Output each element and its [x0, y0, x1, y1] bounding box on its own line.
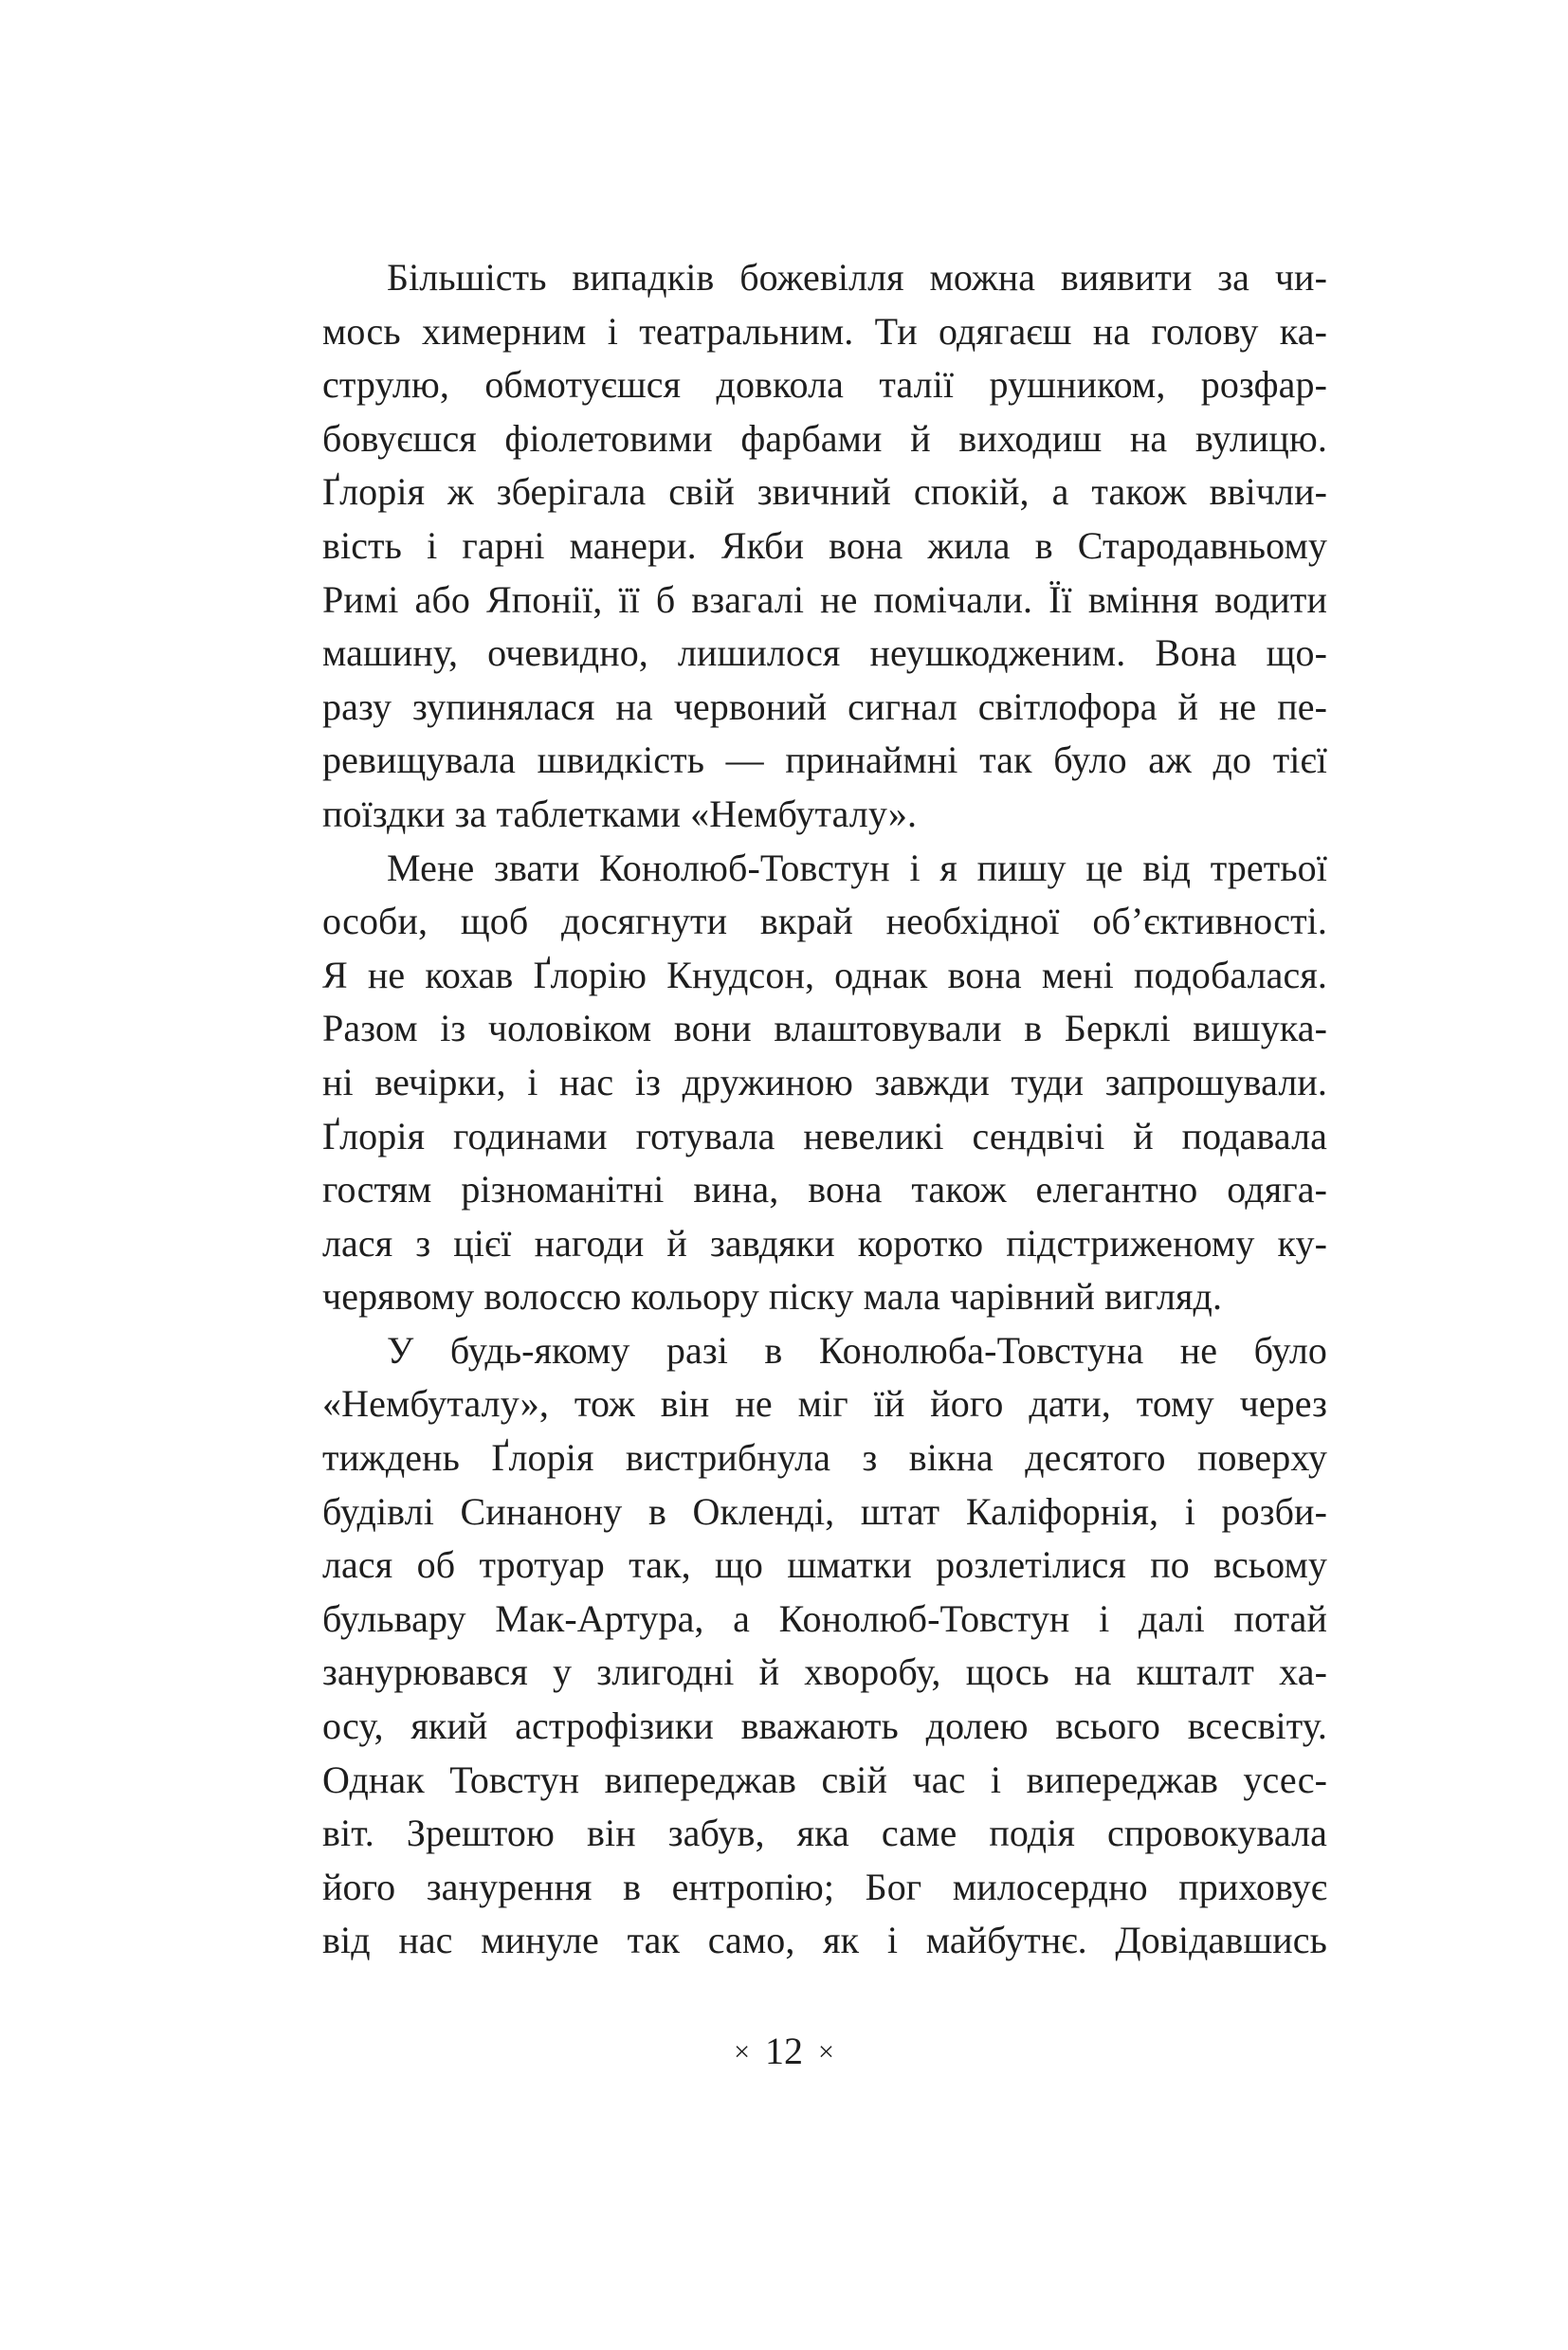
- text-line: Ґлорія ж зберігала свій звичний спокій, а також ввічли-: [322, 470, 1327, 514]
- text-line: ревищувала швидкість — принаймні так було аж до тієї: [322, 738, 1327, 782]
- text-line: Більшість випадків божевілля можна виявити за чи-: [387, 256, 1327, 299]
- text-line: ні вечірки, і нас із дружиною завжди туди запрошували.: [322, 1060, 1327, 1103]
- text-line: струлю, обмотуєшся довкола талії рушником, розфар-: [322, 363, 1327, 407]
- text-line: бовуєшся фіолетовими фарбами й виходиш на вулицю.: [322, 416, 1327, 460]
- page-number: 12: [765, 2030, 803, 2072]
- body-text: [322, 251, 1327, 1968]
- page-footer: [0, 2029, 1568, 2073]
- cross-ornament-icon: ×: [734, 2036, 750, 2068]
- text-line: поїздки за таблетками «Нембуталу».: [322, 792, 918, 835]
- text-line: осу, який астрофізики вважають долею всього всесвіту.: [322, 1704, 1327, 1748]
- text-line: Я не кохав Ґлорію Кнудсон, однак вона мені подобалася.: [322, 953, 1327, 996]
- text-line: черявому волоссю кольору піску мала чарівний вигляд.: [322, 1275, 1223, 1319]
- cross-ornament-icon: ×: [818, 2036, 834, 2068]
- text-line: від нас минуле так само, як і майбутнє. Довідавшись: [322, 1919, 1327, 1962]
- text-line: тиждень Ґлорія вистрибнула з вікна десятого поверху: [322, 1436, 1327, 1480]
- text-line: разу зупинялася на червоний сигнал світлофора й не пе-: [322, 684, 1327, 728]
- paragraph-2: [322, 842, 1327, 1324]
- text-line: вість і гарні манери. Якби вона жила в Стародавньому: [322, 523, 1327, 567]
- text-line: лася з цієї нагоди й завдяки коротко підстриженому ку-: [322, 1221, 1327, 1265]
- text-line: Ґлорія годинами готувала невеликі сендвічі й подавала: [322, 1114, 1327, 1157]
- text-line: мось химерним і театральним. Ти одягаєш на голову ка-: [322, 309, 1327, 353]
- text-line: особи, щоб досягнути вкрай необхідної об’єктивності.: [322, 900, 1327, 943]
- text-line: У будь-якому разі в Конолюба-Товстуна не було: [387, 1328, 1327, 1372]
- text-line: будівлі Синанону в Окленді, штат Каліфорнія, і розби-: [322, 1489, 1327, 1533]
- text-line: Разом із чоловіком вони влаштовували в Берклі вишука-: [322, 1007, 1327, 1050]
- text-line: занурювався у злигодні й хворобу, щось на кшталт ха-: [322, 1650, 1327, 1694]
- text-line: Римі або Японії, її б взагалі не помічали. Її вміння водити: [322, 577, 1327, 621]
- text-line: гостям різноманітні вина, вона також елегантно одяга-: [322, 1168, 1327, 1211]
- text-line: віт. Зрештою він забув, яка саме подія спровокувала: [322, 1812, 1327, 1855]
- paragraph-3: [322, 1324, 1327, 1968]
- text-line: машину, очевидно, лишилося неушкодженим. Вона що-: [322, 631, 1327, 675]
- text-line: «Нембуталу», тож він не міг їй його дати, тому через: [322, 1382, 1327, 1426]
- paragraph-1: [322, 251, 1327, 842]
- text-line: бульвару Мак-Артура, а Конолюб-Товстун і далі потай: [322, 1596, 1327, 1640]
- text-line: Мене звати Конолюб-Товстун і я пишу це від третьої: [387, 846, 1327, 889]
- text-line: Однак Товстун випереджав свій час і випереджав усес-: [322, 1758, 1327, 1801]
- text-line: його занурення в ентропію; Бог милосердно приховує: [322, 1865, 1327, 1908]
- text-line: лася об тротуар так, що шматки розлетілися по всьому: [322, 1543, 1327, 1587]
